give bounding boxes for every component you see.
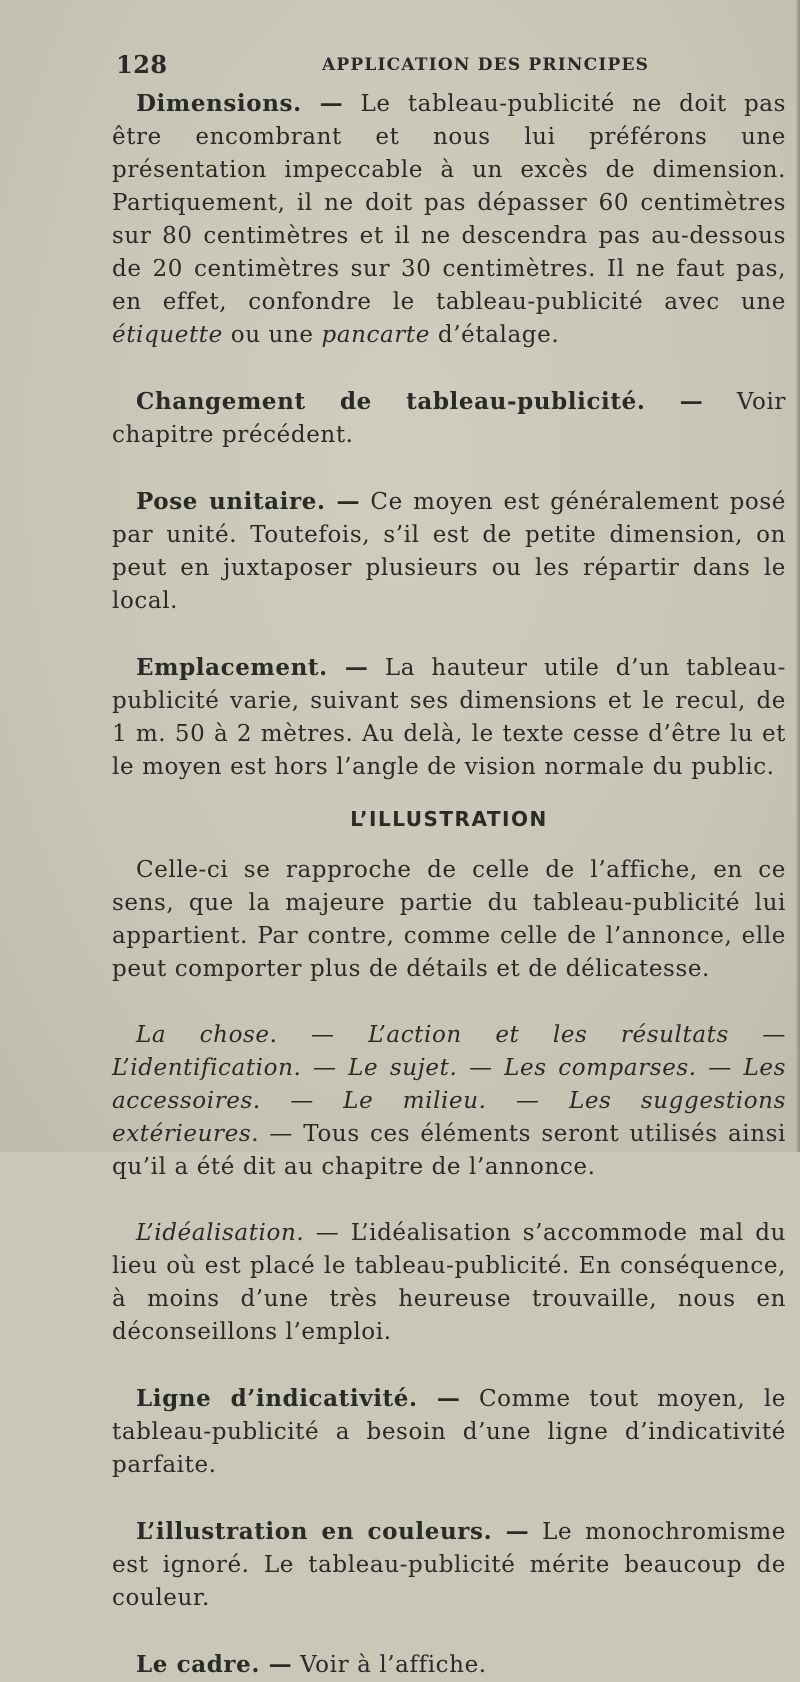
- page-edge: [796, 0, 800, 1152]
- paragraph-cadre: [112, 1648, 786, 1682]
- section-title: L’ILLUSTRATION: [350, 807, 548, 831]
- paragraph-changement: [112, 385, 786, 452]
- paragraph-celle: [112, 854, 786, 986]
- paragraph-text: L’idéalisation s’accommode mal du lieu où est placé le tableau-publicité. En conséquence, à moins d’une très heureuse trouvaille, nous en déconseillons l’emploi.: [112, 1220, 786, 1345]
- paragraph-text: ou une: [222, 322, 322, 348]
- paragraph-heading: L’illustration en couleurs. —: [136, 1518, 530, 1545]
- paragraph-heading: Le cadre. —: [136, 1651, 293, 1678]
- paragraph-heading: Emplacement. —: [136, 654, 369, 681]
- paragraph-text: Celle-ci se rapproche de celle de l’affiche, en ce sens, que la majeure partie du tableau-publicité lui appartient. Par contre, comme celle de l’annonce, elle peut comporter plus de détails et de délicatesse.: [112, 857, 786, 982]
- page-body: [112, 87, 786, 1682]
- paragraph-text: Voir chapitre précédent.: [112, 389, 786, 448]
- paragraph-chose: [112, 1019, 786, 1184]
- paragraph-text: Voir à l’affiche.: [292, 1652, 487, 1678]
- paragraph-text: Comme tout moyen, le tableau-publicité a besoin d’une ligne d’indicativité parfaite.: [112, 1386, 786, 1478]
- paragraph-heading: Dimensions. —: [136, 90, 344, 117]
- paragraph-text: Le monochromisme est ignoré. Le tableau-publicité mérite beaucoup de couleur.: [112, 1519, 786, 1611]
- page-number: 128: [116, 50, 168, 79]
- italic-term: pancarte: [321, 322, 430, 348]
- paragraph-couleurs: [112, 1515, 786, 1615]
- paragraph-heading: L’idéalisation. —: [136, 1220, 340, 1246]
- paragraph-heading: Pose unitaire. —: [136, 488, 361, 515]
- paragraph-heading: Changement de tableau-publicité. —: [136, 388, 704, 415]
- paragraph-emplacement: [112, 651, 786, 784]
- paragraph-text: Le tableau-publicité ne doit pas être encombrant et nous lui préférons une présentation impeccable à un excès de dimension. Partiquement, il ne doit pas dépasser 60 centimètres sur 80 centimètres et il ne descendra pas au-dessous de 20 centimètres sur 30 centimètres. Il ne faut pas, en effet, confondre le tableau-publicité avec une: [112, 91, 787, 315]
- paragraph-idealisation: [112, 1217, 786, 1349]
- paragraph-text: Tous ces éléments seront utilisés ainsi qu’il a été dit au chapitre de l’annonce.: [112, 1121, 786, 1180]
- paragraph-text: La hauteur utile d’un tableau-publicité varie, suivant ses dimensions et le recul, de 1 m. 50 à 2 mètres. Au delà, le texte cesse d’être lu et le moyen est hors l’angle de vision normale du public.: [112, 655, 786, 780]
- paragraph-pose: [112, 485, 786, 618]
- paragraph-heading: La chose. — L’action et les résultats — L’identification. — Le sujet. — Les comparses. — Les accessoires. — Le milieu. — Les suggestions extérieures. —: [112, 1022, 786, 1147]
- paragraph-text: Ce moyen est généralement posé par unité. Toutefois, s’il est de petite dimension, on peut en juxtaposer plusieurs ou les répartir dans le local.: [112, 489, 786, 614]
- paragraph-dimensions: [112, 87, 786, 352]
- paragraph-heading: Ligne d’indicativité. —: [136, 1385, 461, 1412]
- running-head: APPLICATION DES PRINCIPES: [322, 55, 650, 75]
- paragraph-text: d’étalage.: [430, 322, 560, 348]
- page-header: [112, 50, 780, 80]
- paragraph-ligne: [112, 1382, 786, 1482]
- italic-term: étiquette: [112, 322, 223, 348]
